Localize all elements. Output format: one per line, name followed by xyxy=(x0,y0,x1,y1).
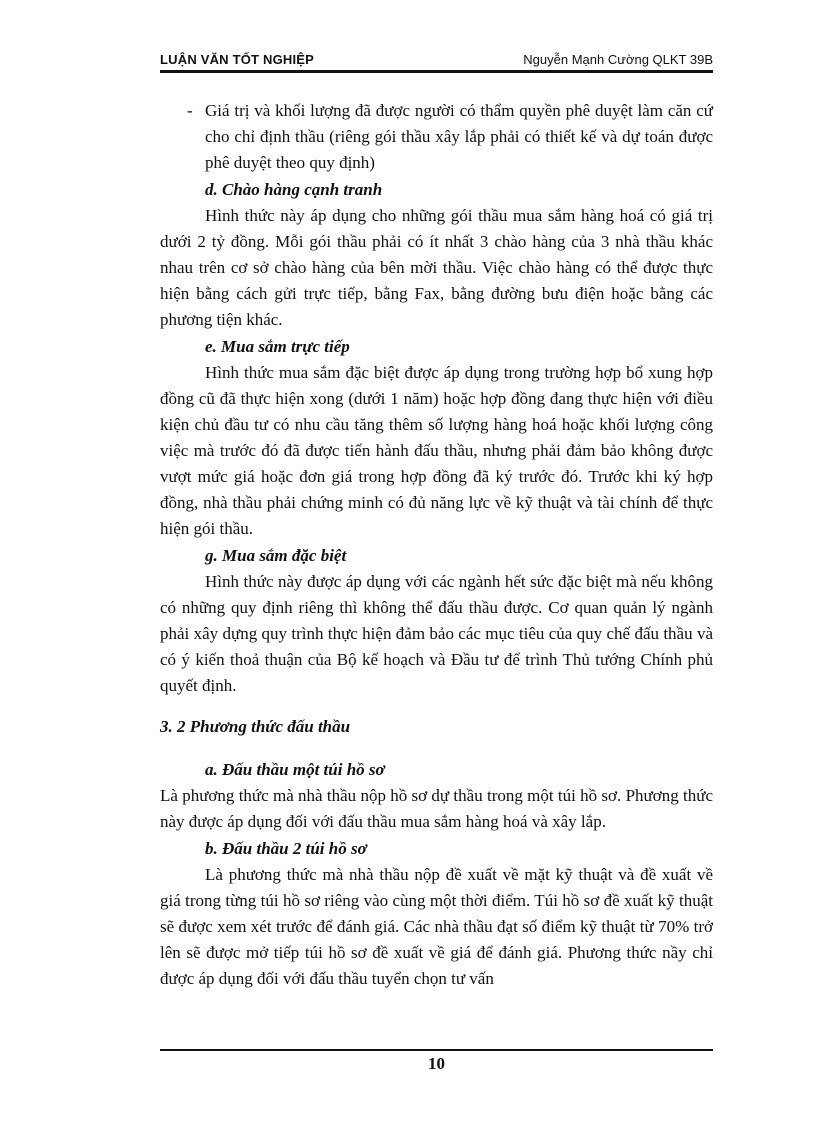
paragraph-g: Hình thức này được áp dụng với các ngành hết sức đặc biệt mà nếu không có những quy định riêng thì không thể đấu thầu được. Cơ quan quản lý ngành phải xây dựng quy trình thực hiện đảm bảo các mục tiêu của quy chế đấu thầu và có ý kiến thoả thuận của Bộ kế hoạch và Đầu tư để trình Thủ tướng Chính phủ quyết định. xyxy=(160,572,713,695)
paragraph-b: Là phương thức mà nhà thầu nộp đề xuất về mặt kỹ thuật và đề xuất về giá trong từng túi hồ sơ riêng vào cùng một thời điểm. Túi hồ sơ đề xuất kỹ thuật sẽ được xem xét trước để đánh giá. Các nhà thầu đạt số điểm kỹ thuật từ 70% trở lên sẽ được mở tiếp túi hồ sơ đề xuất về giá để đánh giá. Phương thức nầy chỉ được áp dụng đối với đấu thầu tuyển chọn tư vấn xyxy=(160,865,713,988)
bullet-dash: - xyxy=(187,101,193,120)
paragraph-d: Hình thức này áp dụng cho những gói thầu mua sắm hàng hoá có giá trị dưới 2 tỷ đồng. Mỗi gói thầu phải có ít nhất 3 chào hàng của 3 nhà thầu khác nhau trên cơ sở chào hàng của bên mời thầu. Việc chào hàng có thể được thực hiện bằng cách gửi trực tiếp, bằng Fax, bằng đường bưu điện hoặc bằng các phương tiện khác. xyxy=(160,206,713,329)
header-author: Nguyễn Mạnh Cường QLKT 39B xyxy=(523,52,713,67)
heading-g: g. Mua sắm đặc biệt xyxy=(205,546,347,565)
page-header xyxy=(160,52,713,72)
heading-d: d. Chào hàng cạnh tranh xyxy=(205,180,383,199)
page-body xyxy=(160,98,713,992)
header-rule xyxy=(160,70,713,73)
heading-e: e. Mua sắm trực tiếp xyxy=(205,337,350,356)
footer-rule xyxy=(160,1049,713,1051)
page-number: 10 xyxy=(428,1054,445,1073)
paragraph-a: Là phương thức mà nhà thầu nộp hồ sơ dự thầu trong một túi hồ sơ. Phương thức này được áp dụng đối với đấu thầu mua sắm hàng hoá và xây lắp. xyxy=(160,786,713,831)
header-title: LUẬN VĂN TỐT NGHIỆP xyxy=(160,52,315,67)
heading-b: b. Đấu thầu 2 túi hồ sơ xyxy=(205,839,367,858)
section-heading: 3. 2 Phương thức đấu thầu xyxy=(160,717,351,736)
heading-a: a. Đấu thầu một túi hồ sơ xyxy=(205,760,385,779)
paragraph-e: Hình thức mua sắm đặc biệt được áp dụng trong trường hợp bổ xung hợp đồng cũ đã thực hiện xong (dưới 1 năm) hoặc hợp đồng đang thực hiện với điều kiện chủ đầu tư có nhu cầu tăng thêm số lượng hàng hoá hoặc khối lượng công việc mà trước đó đã được tiến hành đấu thầu, nhưng phải đảm bảo không được vượt mức giá hoặc đơn giá trong hợp đồng đã ký trước đó. Trước khi ký hợp đồng, nhà thầu phải chứng minh có đủ năng lực về kỹ thuật và tài chính để thực hiện gói thầu. xyxy=(160,363,713,538)
bullet-text: Giá trị và khối lượng đã được người có thẩm quyền phê duyệt làm căn cứ cho chỉ định thầu (riêng gói thầu xây lắp phải có thiết kế và dự toán được phê duyệt theo quy định) xyxy=(205,101,713,172)
bullet-item xyxy=(160,98,713,176)
